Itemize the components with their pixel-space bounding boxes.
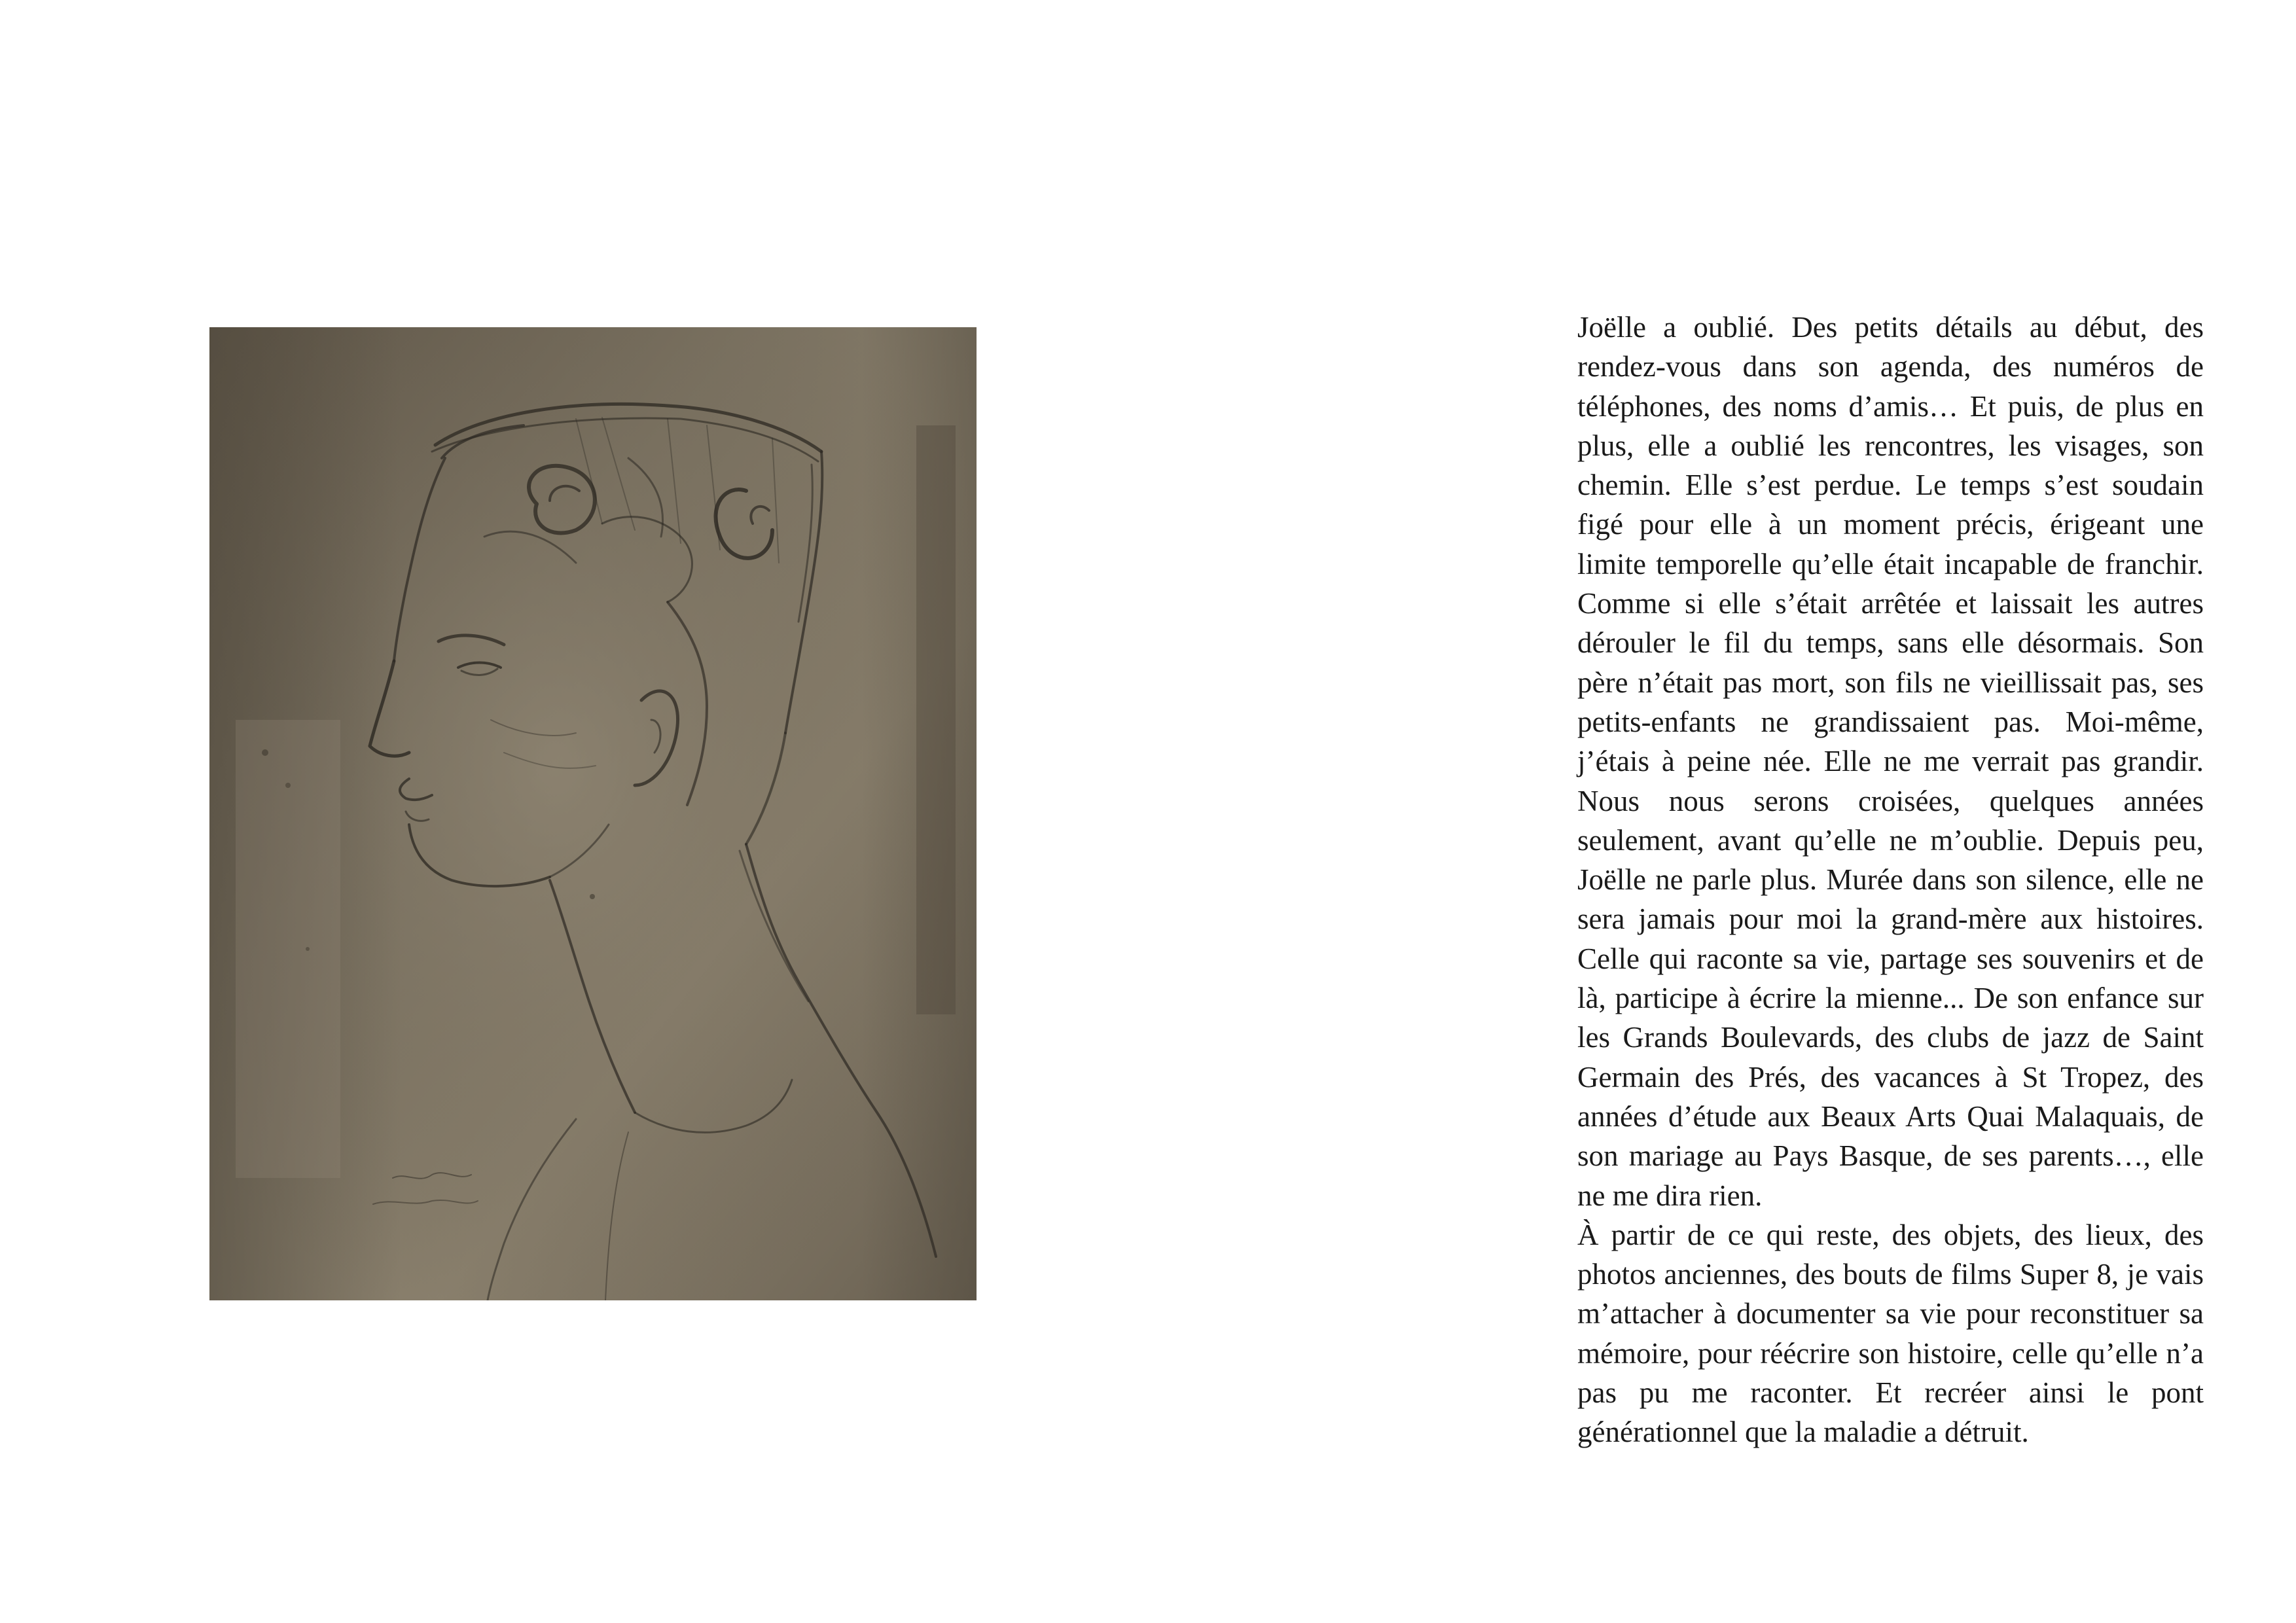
portrait-drawing bbox=[209, 327, 977, 1300]
body-text bbox=[1577, 308, 2204, 1452]
paragraph-2: À partir de ce qui reste, des objets, des lieux, des photos anciennes, des bouts de films Super 8, je vais m’attacher à documenter sa vie pour reconstituer sa mémoire, pour réécrire son histoire, celle qu’elle n’a pas pu me raconter. Et recréer ainsi le pont générationnel que la maladie a détruit. bbox=[1577, 1218, 2204, 1449]
portrait-sketch-image bbox=[209, 327, 977, 1300]
paragraph-1: Joëlle a oublié. Des petits détails au début, des rendez-vous dans son agenda, des numéros de téléphones, des noms d’amis… Et puis, de plus en plus, elle a oublié les rencontres, les visages, son chemin. Elle s’est perdue. Le temps s’est soudain figé pour elle à un moment précis, érigeant une limite temporelle qu’elle était incapable de franchir. Comme si elle s’était arrêtée et laissait les autres dérouler le fil du temps, sans elle désormais. Son père n’était pas mort, son fils ne vieillissait pas, ses petits-enfants ne grandissaient pas. Moi-même, j’étais à peine née. Elle ne me verrait pas grandir. Nous nous serons croisées, quelques années seulement, avant qu’elle ne m’oublie. Depuis peu, Joëlle ne parle plus. Murée dans son silence, elle ne sera jamais pour moi la grand-mère aux histoires. Celle qui raconte sa vie, partage ses souvenirs et de là, participe à écrire la mienne... De son enfance sur les Grands Boulevards, des clubs de jazz de Saint Germain des Prés, des vacances à St Tropez, des années d’étude aux Beaux Arts Quai Malaquais, de son mariage au Pays Basque, de ses parents…, elle ne me dira rien. bbox=[1577, 311, 2204, 1212]
